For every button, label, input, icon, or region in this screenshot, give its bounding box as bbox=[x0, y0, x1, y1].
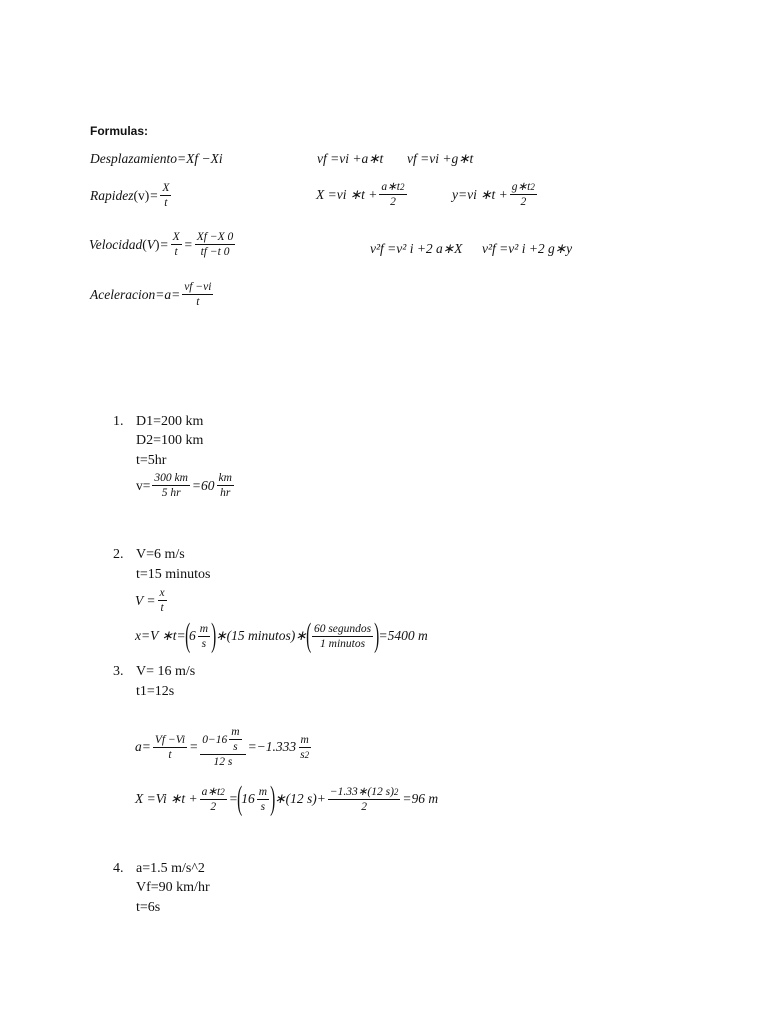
formula-velocidad-den1: t bbox=[174, 246, 178, 258]
formula-rapidez-num: X bbox=[162, 182, 170, 194]
problem-2-eq2-result: =5400 m bbox=[378, 628, 428, 643]
formula-rapidez-den: t bbox=[164, 197, 168, 209]
formula-vf-accel: vf =vi +a∗t bbox=[317, 151, 384, 166]
formula-x-num: a∗t bbox=[381, 181, 400, 193]
problem-2-eq2-conv-den: 1 minutos bbox=[320, 637, 366, 650]
problem-3-eq2-result: =96 m bbox=[402, 791, 439, 806]
problem-2-eq1-lhs: V = bbox=[135, 592, 156, 608]
problem-1-eq-num: 300 km bbox=[154, 472, 188, 484]
problem-4-given-a: a=1.5 m/s^2 bbox=[136, 861, 205, 876]
problem-3-eq1-lhs: a= bbox=[135, 739, 151, 754]
problem-2-given-t: t=15 minutos bbox=[136, 567, 211, 582]
problem-1-eq-unit-den: hr bbox=[220, 487, 231, 499]
formula-velocidad-lhs: Velocidad bbox=[89, 236, 143, 252]
formula-desplazamiento-lhs: Desplazamiento bbox=[90, 151, 177, 166]
problem-1-number: 1. bbox=[113, 414, 124, 429]
formula-desplazamiento-rhs: =Xf −Xi bbox=[177, 151, 223, 166]
problem-3-number: 3. bbox=[113, 664, 124, 679]
problem-3-eq2-num: a∗t bbox=[201, 785, 221, 798]
problem-4-number: 4. bbox=[113, 861, 124, 876]
problem-3-eq1-num2-unit-num: m bbox=[231, 726, 240, 738]
formula-desplazamiento bbox=[90, 151, 223, 167]
formula-x-position: X =vi ∗t + a∗t 2 2 bbox=[316, 181, 405, 208]
problem-3-eq2-value: 16 bbox=[241, 791, 255, 806]
formula-x-den: 2 bbox=[390, 196, 396, 208]
problem-3-eq2-lhs: X =Vi ∗t + bbox=[135, 791, 198, 806]
problem-3-equation-1: a= $\frac{Vf -Vi}{t}$ = 0−16 $\frac{m}{s}$ 12 s =−1.333 m s 2 bbox=[135, 726, 310, 768]
formula-x-lhs: X =vi ∗t + bbox=[316, 186, 378, 202]
problem-2-equation-1 bbox=[135, 586, 169, 615]
formula-v-squared-accel: v²f =v² i +2 a∗X bbox=[370, 241, 463, 256]
problem-2-eq2-conv-num: 60 segundos bbox=[313, 622, 372, 635]
problem-2-eq2-unit-den: s bbox=[201, 637, 207, 650]
formula-rapidez-var: v bbox=[138, 187, 145, 203]
formula-vf-gravity: vf =vi +g∗t bbox=[407, 151, 474, 166]
problem-3-eq1-den2: 12 s bbox=[213, 756, 233, 768]
formula-aceleracion-lhs: Aceleracion=a= bbox=[90, 286, 181, 302]
formula-y-position: y=vi ∗t + g∗t 2 2 bbox=[452, 181, 535, 208]
problem-1-given-t: t=5hr bbox=[136, 453, 167, 468]
problem-2-equation-2: x=V ∗t= ( 6 $\frac{m}{s}$ ) ∗(15 minutos)∗ ( 60 segundos 1 minutos ) =5400 m bbox=[135, 617, 428, 654]
problem-2-eq1-num: x bbox=[159, 587, 165, 599]
formula-v-squared-gravity: v²f =v² i +2 g∗y bbox=[482, 241, 573, 256]
problem-1-eq-result: =60 bbox=[191, 477, 215, 493]
problem-2-eq2-value: 6 bbox=[188, 628, 196, 643]
problem-3-eq1-den1: t bbox=[168, 748, 172, 761]
formula-velocidad-var: V bbox=[146, 236, 155, 252]
problem-2-eq2-lhs: x=V ∗t= bbox=[135, 628, 186, 643]
problem-3-given-t1: t1=12s bbox=[136, 684, 175, 699]
problem-3-eq1-num2-unit-den: s bbox=[233, 741, 238, 753]
problem-4-given-t: t=6s bbox=[136, 900, 161, 915]
problem-1-eq-lhs: v= bbox=[136, 477, 151, 493]
problem-3-eq1-result: =−1.333 bbox=[247, 739, 297, 754]
formula-aceleracion bbox=[90, 280, 215, 309]
problem-1-eq-den: 5 hr bbox=[161, 487, 181, 499]
problem-2-number: 2. bbox=[113, 547, 124, 562]
problem-1-equation bbox=[136, 471, 236, 500]
problem-3-eq2-middle: ∗(12 s)+ bbox=[274, 791, 326, 806]
formula-velocidad-num1: X bbox=[172, 231, 180, 243]
problem-3-eq1-num2: 0−16 bbox=[202, 733, 228, 746]
problem-1-given-d2: D2=100 km bbox=[136, 433, 204, 448]
problem-2-eq2-middle: ∗(15 minutos)∗ bbox=[215, 628, 307, 643]
problem-4-given-vf: Vf=90 km/hr bbox=[136, 880, 210, 895]
problem-3-equation-2: X =Vi ∗t + a∗t 2 2 = ( 16 $\frac{m}{s}$ ) ∗(12 s)+ −1.33∗(12 s) 2 2 =96 m bbox=[135, 780, 439, 817]
problem-3-eq2-unit-den: s bbox=[260, 800, 266, 813]
problem-3-given-v: V= 16 m/s bbox=[136, 664, 196, 679]
formula-rapidez-lhs: Rapidez bbox=[90, 187, 134, 203]
formula-y-lhs: y=vi ∗t + bbox=[452, 186, 508, 202]
problem-3-eq2-unit-num: m bbox=[258, 785, 268, 798]
problem-3-eq1-unit-num: m bbox=[300, 733, 309, 746]
formulas-heading: Formulas: bbox=[90, 124, 149, 138]
problem-3-eq1-num1: Vf −Vi bbox=[154, 733, 186, 746]
problem-2-eq1-den: t bbox=[160, 602, 164, 614]
problem-1-eq-unit-num: km bbox=[218, 472, 232, 484]
problem-3-eq2-den2: 2 bbox=[361, 800, 368, 813]
formula-y-num: g∗t bbox=[511, 181, 531, 193]
formula-velocidad-den2: tf −t 0 bbox=[200, 246, 230, 258]
formula-aceleracion-num: vf −vi bbox=[184, 281, 212, 293]
problem-2-given-v: V=6 m/s bbox=[136, 547, 185, 562]
formula-velocidad-num2: Xf −X 0 bbox=[196, 231, 234, 243]
formula-y-den: 2 bbox=[520, 196, 527, 208]
formula-velocidad: Velocidad ( V ) = X t = Xf −X 0 tf −t 0 bbox=[89, 231, 234, 258]
problem-2-eq2-unit-num: m bbox=[199, 622, 209, 635]
problem-1-given-d1: D1=200 km bbox=[136, 414, 204, 429]
formula-rapidez: Rapidez ( v ) = $\frac{X}{t}$ bbox=[90, 182, 170, 209]
formula-aceleracion-den: t bbox=[196, 296, 200, 308]
problem-3-eq2-num2: −1.33∗(12 s) bbox=[329, 785, 394, 798]
problem-3-eq2-den: 2 bbox=[210, 800, 217, 813]
problem-3-eq1-unit-den: s bbox=[300, 748, 305, 761]
